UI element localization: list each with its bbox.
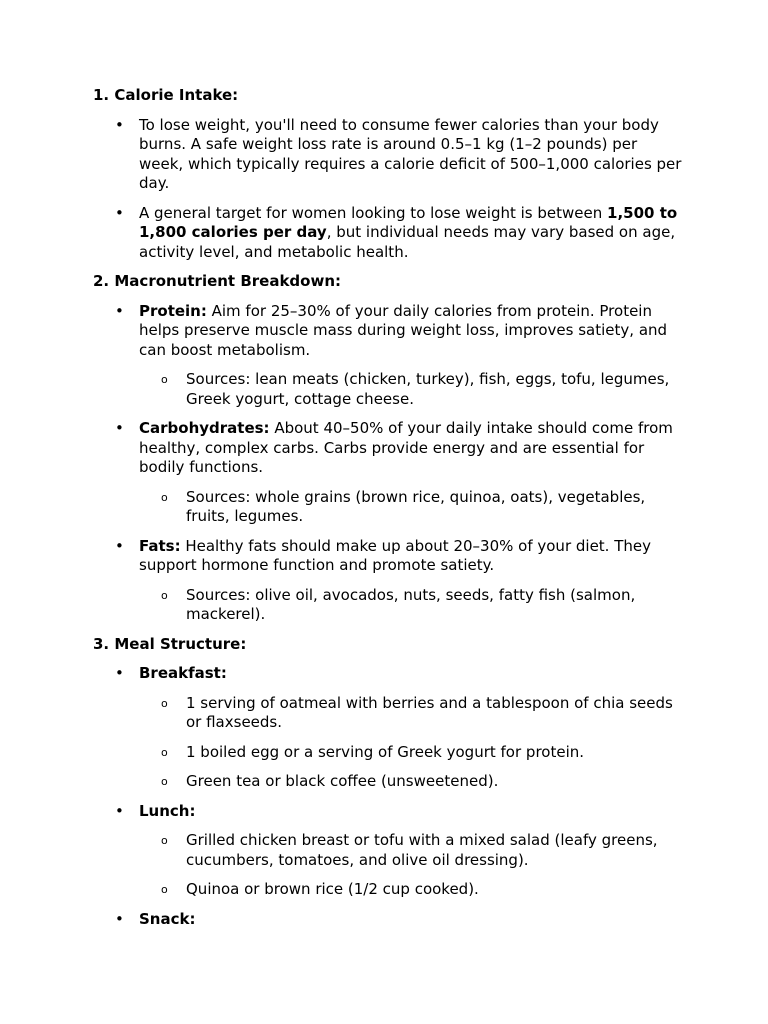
sub-list-item: o Grilled chicken breast or tofu with a mixed salad (leafy greens, cucumbers, tomatoes, and olive oil dressing).: [161, 831, 658, 869]
document-page: [93, 86, 683, 939]
list-item: • A general target for women looking to lose weight is between 1,500 to 1,800 calories per day, but individual needs may vary based on age, activity level, and metabolic health.: [115, 203, 678, 261]
circle-bullet-icon: o: [161, 490, 168, 504]
sub-list-item: o 1 serving of oatmeal with berries and a tablespoon of chia seeds or flaxseeds.: [161, 693, 673, 731]
section-heading-macronutrient-breakdown: 2. Macronutrient Breakdown:: [93, 272, 342, 290]
bullet-icon: •: [115, 115, 124, 134]
sub-list-item: o Quinoa or brown rice (1/2 cup cooked).: [161, 880, 479, 898]
sub-list-item: o Sources: lean meats (chicken, turkey), fish, eggs, tofu, legumes, Greek yogurt, cottage cheese.: [161, 370, 670, 408]
sub-list-item: o Green tea or black coffee (unsweetened).: [161, 772, 499, 790]
circle-bullet-icon: o: [161, 834, 168, 847]
bullet-icon: •: [115, 909, 124, 928]
list-item-fats: • Fats: Healthy fats should make up about 20–30% of your diet. They support hormone function and promote satiety.: [115, 536, 651, 574]
bullet-icon: •: [115, 301, 124, 320]
list-item-breakfast: • Breakfast:: [115, 664, 227, 682]
circle-bullet-icon: o: [161, 696, 168, 710]
sub-list-item: o Sources: whole grains (brown rice, quinoa, oats), vegetables, fruits, legumes.: [161, 487, 646, 525]
circle-bullet-icon: o: [161, 775, 168, 788]
circle-bullet-icon: o: [161, 745, 168, 759]
sub-list-item: o 1 boiled egg or a serving of Greek yogurt for protein.: [161, 742, 585, 761]
list-item-snack: • Snack:: [115, 909, 196, 928]
list-item-protein: • Protein: Aim for 25–30% of your daily calories from protein. Protein helps preserve muscle mass during weight loss, improves satiety, and can boost metabolism.: [115, 301, 668, 359]
circle-bullet-icon: o: [161, 883, 168, 896]
sub-list-item: o Sources: olive oil, avocados, nuts, seeds, fatty fish (salmon, mackerel).: [161, 585, 636, 623]
section-heading-calorie-intake: 1. Calorie Intake:: [93, 86, 239, 104]
circle-bullet-icon: o: [161, 588, 168, 602]
bullet-icon: •: [115, 801, 124, 820]
bullet-icon: •: [115, 203, 124, 222]
section-heading-meal-structure: 3. Meal Structure:: [93, 634, 247, 653]
circle-bullet-icon: o: [161, 373, 168, 386]
list-item-carbohydrates: • Carbohydrates: About 40–50% of your daily intake should come from healthy, complex carbs. Carbs provide energy and are essential for bodily functions.: [115, 419, 673, 476]
bullet-icon: •: [115, 536, 124, 555]
list-item-lunch: • Lunch:: [115, 801, 196, 820]
bullet-icon: •: [115, 419, 124, 437]
bullet-icon: •: [115, 664, 124, 682]
list-item: • To lose weight, you'll need to consume fewer calories than your body burns. A safe weight loss rate is around 0.5–1 kg (1–2 pounds) per week, which typically requires a calorie deficit of 500–1,000 calories per day.: [115, 115, 682, 192]
